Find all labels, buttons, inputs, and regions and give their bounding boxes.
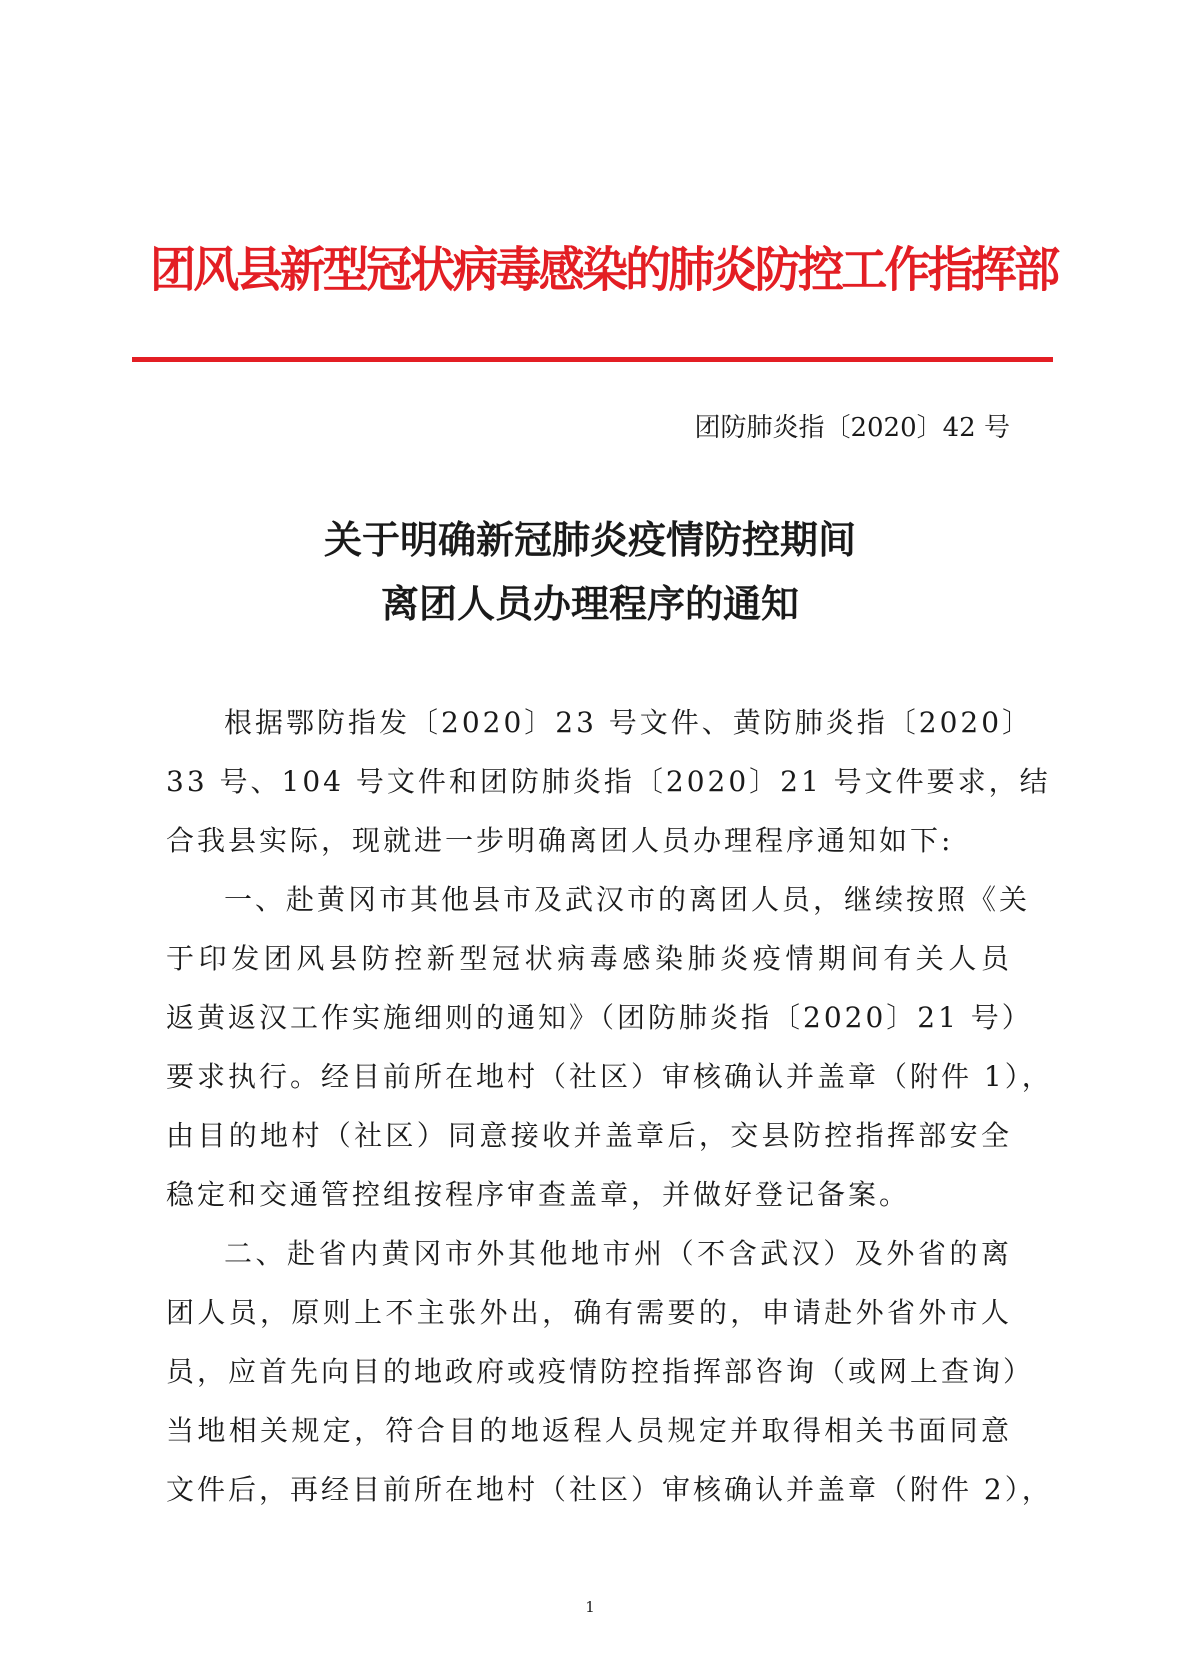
body-line: 要求执行。经目前所在地村（社区）审核确认并盖章（附件 1），: [166, 1060, 1053, 1093]
document-body: [166, 693, 1053, 1519]
body-line: 员，应首先向目的地政府或疫情防控指挥部咨询（或网上查询）: [166, 1355, 1035, 1388]
body-line: 当地相关规定，符合目的地返程人员规定并取得相关书面同意: [166, 1414, 1012, 1447]
page-number: 1: [585, 1598, 595, 1616]
red-divider-line: [132, 357, 1053, 362]
body-line: 根据鄂防指发〔2020〕23 号文件、黄防肺炎指〔2020〕: [224, 706, 1034, 739]
body-line: 由目的地村（社区）同意接收并盖章后，交县防控指挥部安全: [166, 1119, 1012, 1152]
body-line: 团人员，原则上不主张外出，确有需要的，申请赴外省外市人: [166, 1296, 1012, 1329]
body-line: 于印发团风县防控新型冠状病毒感染肺炎疫情期间有关人员: [166, 942, 1012, 975]
body-line: 33 号、104 号文件和团防肺炎指〔2020〕21 号文件要求，结: [166, 765, 1051, 798]
red-divider-bar: [132, 357, 1053, 362]
document-title: [160, 508, 1020, 636]
issuer-heading: 团风县新型冠状病毒感染的肺炎防控工作指挥部: [150, 242, 1058, 298]
title-line-1: 关于明确新冠肺炎疫情防控期间: [323, 517, 856, 562]
body-line: 二、赴省内黄冈市外其他地市州（不含武汉）及外省的离: [224, 1237, 1012, 1270]
body-line: 稳定和交通管控组按程序审查盖章，并做好登记备案。: [166, 1178, 911, 1211]
body-line: 文件后，再经目前所在地村（社区）审核确认并盖章（附件 2），: [166, 1473, 1053, 1506]
document-number: 团防肺炎指〔2020〕42 号: [694, 413, 1010, 443]
body-line: 返黄返汉工作实施细则的通知》（团防肺炎指〔2020〕21 号）: [166, 1001, 1033, 1034]
body-line: 一、赴黄冈市其他县市及武汉市的离团人员，继续按照《关: [224, 883, 1031, 916]
body-line: 合我县实际，现就进一步明确离团人员办理程序通知如下:: [166, 824, 954, 857]
title-line-2: 离团人员办理程序的通知: [380, 581, 799, 626]
